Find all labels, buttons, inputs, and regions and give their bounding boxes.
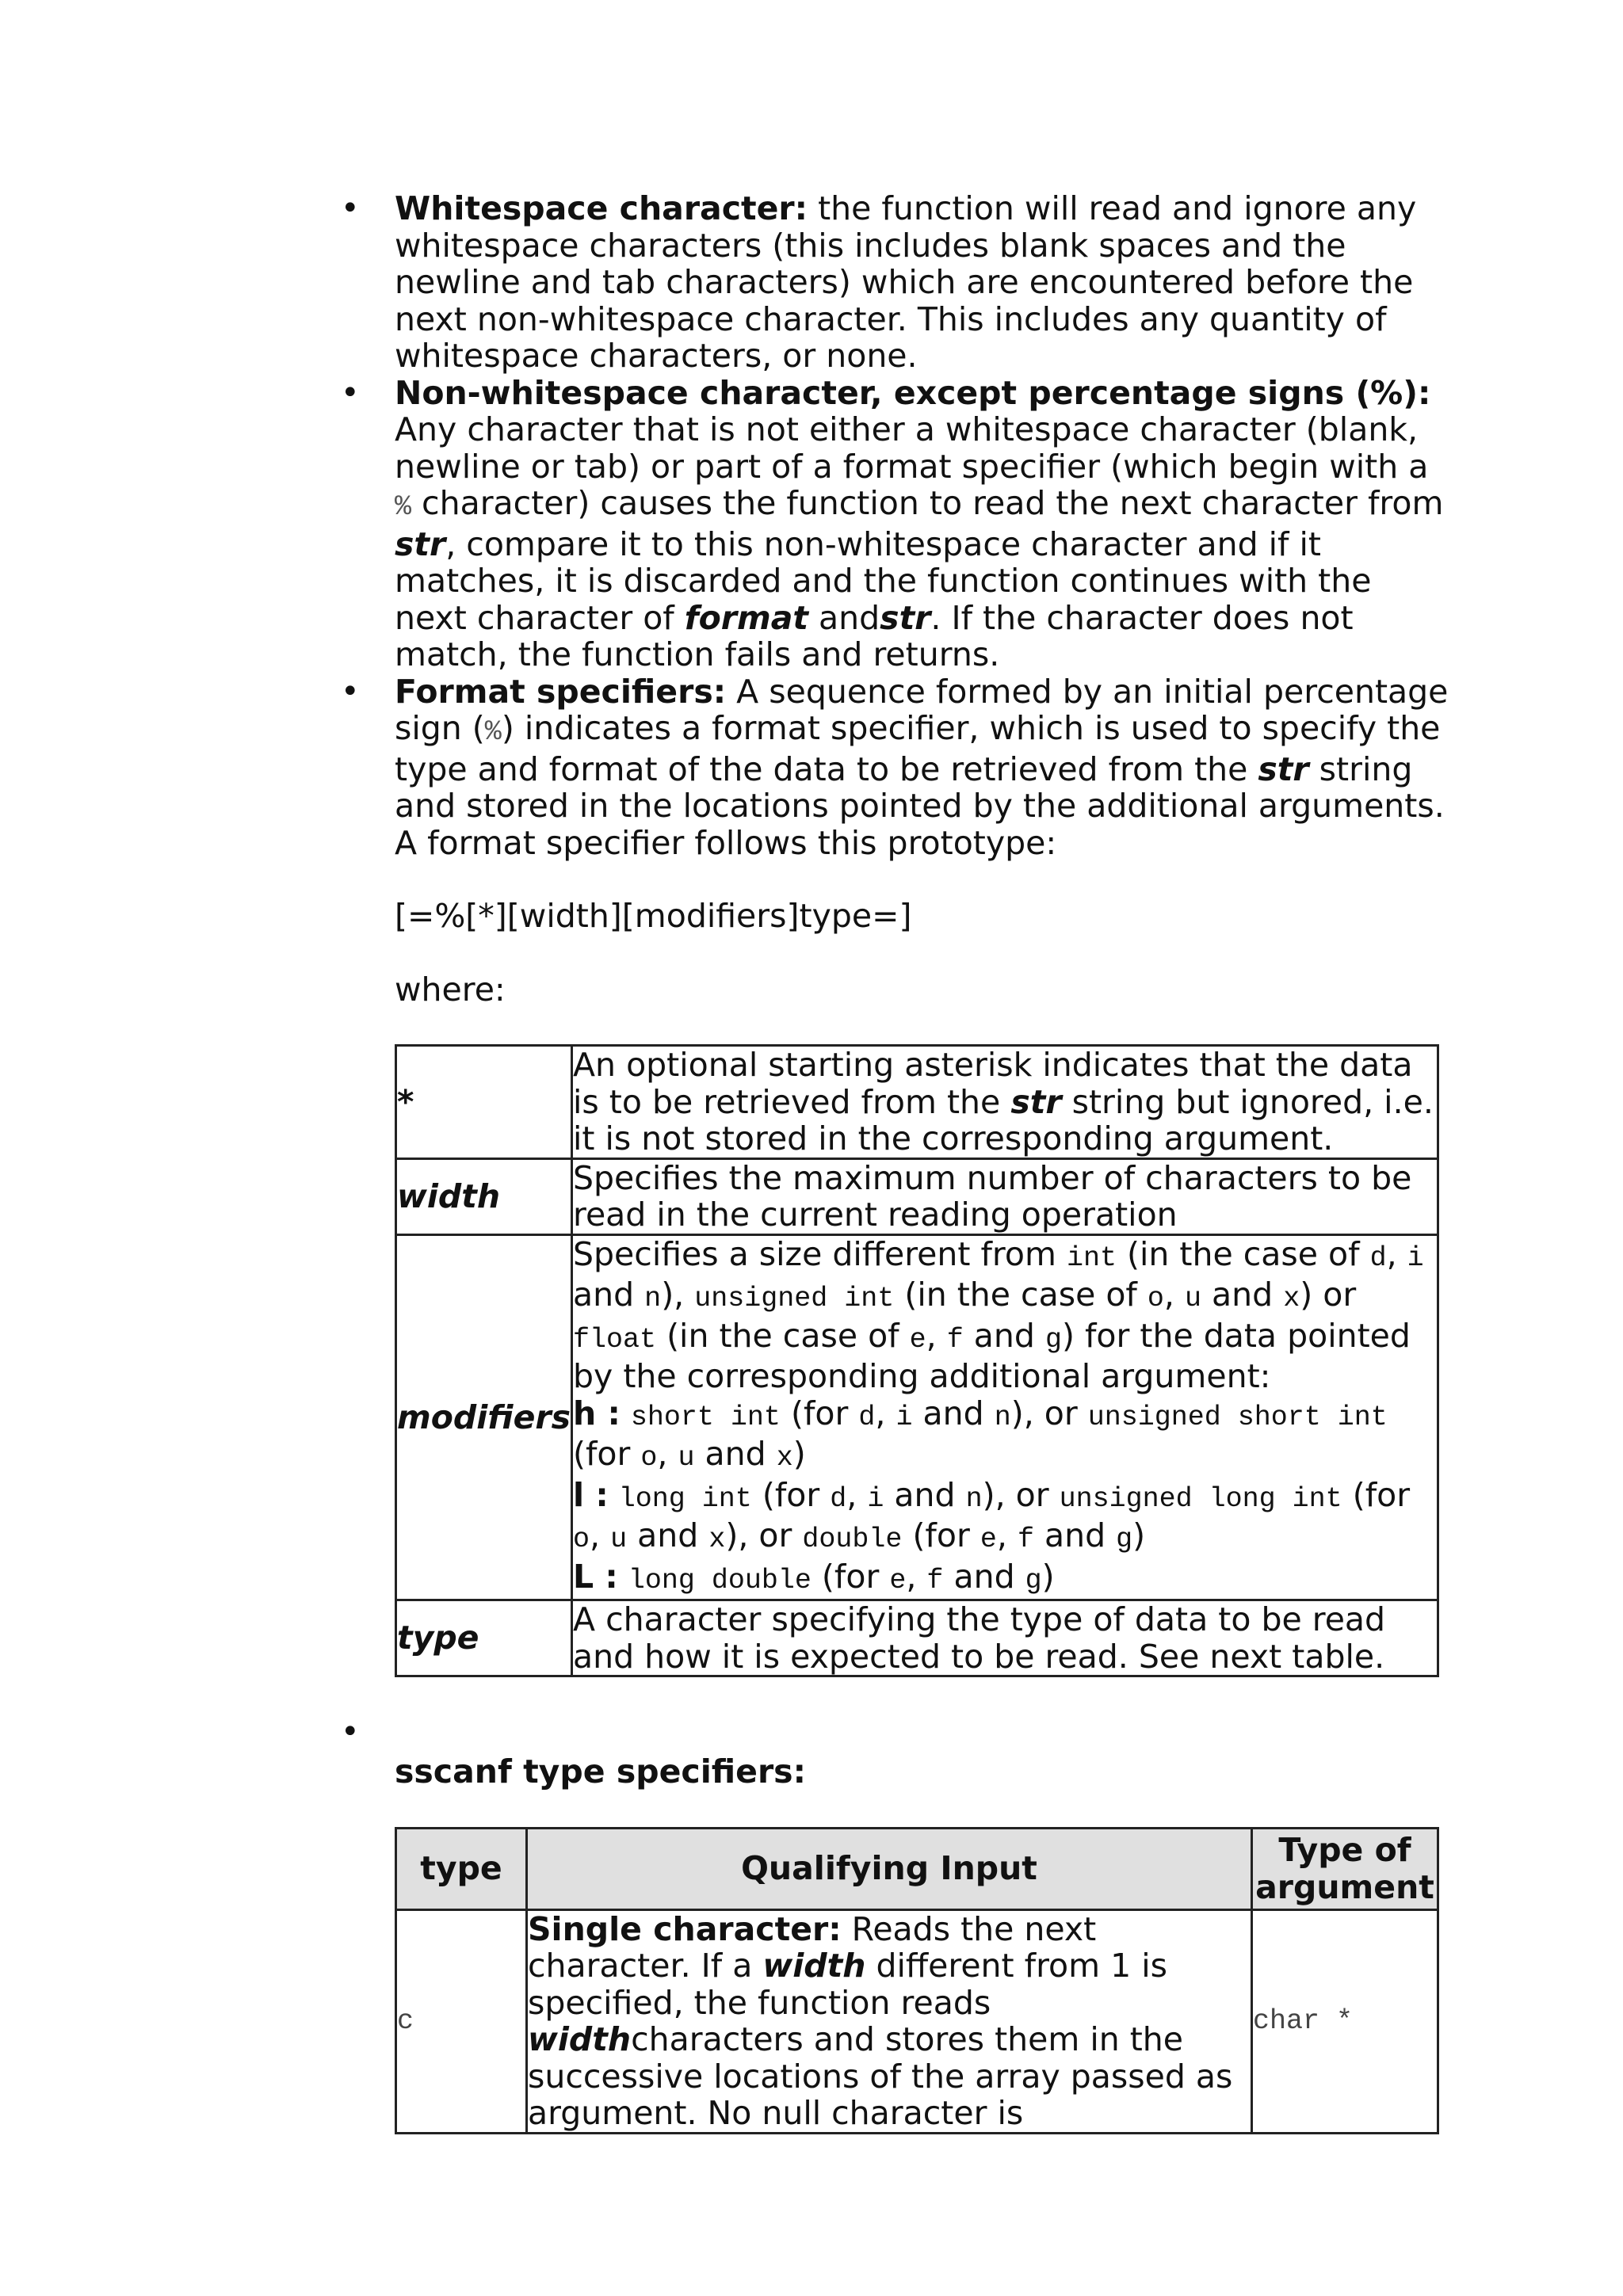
code-x: x <box>1283 1283 1300 1314</box>
code-long-double: long double <box>628 1564 812 1596</box>
mod-text: (for <box>811 1557 890 1596</box>
option-desc-text: An optional starting asterisk indicates that the data is to be retrieved from the <box>573 1046 1413 1121</box>
mod-text: (in the case of <box>1116 1234 1370 1273</box>
mod-text: and <box>573 1276 645 1314</box>
mod-text: ), <box>661 1276 695 1314</box>
code-unsigned-int: unsigned int <box>694 1283 895 1314</box>
format-options-table <box>395 1044 1439 1677</box>
table-row <box>396 1046 1438 1159</box>
str-term: str <box>880 598 931 637</box>
list-item-whitespace <box>341 190 1450 375</box>
mod-text: , <box>657 1435 678 1473</box>
code-i: i <box>896 1401 913 1433</box>
option-key-width: width <box>396 1158 572 1234</box>
mod-text: ) <box>1041 1557 1055 1596</box>
code-percent: % <box>395 491 412 523</box>
mod-text: ), or <box>725 1516 803 1554</box>
column-header-type: type <box>396 1828 527 1909</box>
str-term: str <box>1258 749 1309 788</box>
code-f: f <box>926 1564 944 1596</box>
non-whitespace-label: Non-whitespace character, except percentage signs (%): <box>395 373 1431 412</box>
qualifying-input-c <box>527 1909 1252 2133</box>
code-short-int: short int <box>630 1401 781 1433</box>
mod-text: , <box>1386 1234 1407 1273</box>
code-u: u <box>610 1524 628 1555</box>
code-i: i <box>867 1482 884 1515</box>
modifier-h-label: h : <box>573 1394 621 1432</box>
code-unsigned-long-int: unsigned long int <box>1059 1482 1342 1515</box>
mod-text: , <box>906 1557 927 1596</box>
mod-text: and <box>963 1316 1045 1355</box>
code-d: d <box>830 1482 847 1515</box>
whitespace-text: the function will read and ignore any whitespace characters (this includes blank spaces and the newline and tab characters) which are encountered before the next non-whitespace character. This includes any quantity of whitespace characters, or none. <box>395 189 1417 375</box>
code-percent: % <box>484 716 502 748</box>
code-o: o <box>573 1524 590 1555</box>
code-n: n <box>644 1283 662 1314</box>
qualifying-text: different from 1 is specified, the function reads <box>528 1947 1167 2022</box>
list-item-type-specifiers <box>341 1714 1450 2134</box>
mod-text: Specifies a size different from <box>573 1234 1067 1273</box>
format-text: ) indicates a format specifier, which is used to specify the type and format of the data to be retrieved from the <box>395 709 1441 788</box>
code-x: x <box>708 1524 726 1555</box>
code-e: e <box>909 1323 926 1356</box>
mod-text: , <box>590 1516 611 1554</box>
code-n: n <box>965 1482 983 1515</box>
column-header-qualifying-input: Qualifying Input <box>527 1828 1252 1909</box>
argument-type-c: char * <box>1252 1909 1438 2133</box>
code-o: o <box>640 1442 658 1474</box>
single-character-label: Single character: <box>528 1909 842 1948</box>
table-row <box>396 1158 1438 1234</box>
non-whitespace-text: . If the character does not match, the function fails and returns. <box>395 598 1354 673</box>
code-o: o <box>1147 1283 1164 1314</box>
mod-text: ) for the data pointed by the corresponding additional argument: <box>573 1316 1411 1395</box>
modifier-L-label: L : <box>573 1557 618 1596</box>
mod-text: , <box>996 1516 1018 1554</box>
mod-text: and <box>694 1435 777 1473</box>
width-term: width <box>762 1947 866 1985</box>
format-text: string and stored in the locations pointed by the additional arguments. A format specifier follows this prototype: <box>395 749 1445 862</box>
code-g: g <box>1116 1524 1133 1555</box>
width-term: width <box>528 2020 632 2058</box>
mod-text: , <box>846 1475 868 1514</box>
qualifying-text: characters and stores them in the successive locations of the array passed as argument. No null character is <box>528 2020 1233 2132</box>
mod-text: ), or <box>1010 1394 1088 1432</box>
type-specifiers-heading: • sscanf type specifiers: <box>395 1753 806 1791</box>
code-int: int <box>1066 1241 1117 1274</box>
list-item-format-specifiers <box>341 673 1450 1714</box>
mod-text: and <box>943 1557 1025 1596</box>
mod-text: (in the case of <box>656 1316 910 1355</box>
table-row <box>396 1234 1438 1600</box>
option-key-type: type <box>396 1600 572 1676</box>
code-n: n <box>994 1401 1011 1433</box>
modifier-l-label: l : <box>573 1475 609 1514</box>
mod-text: ) <box>792 1435 806 1473</box>
mod-text: ), or <box>982 1475 1060 1514</box>
str-term: str <box>1010 1082 1062 1121</box>
qualifying-text: Reads the next character. If a <box>528 1909 1097 1985</box>
mod-text: (for <box>902 1516 980 1554</box>
option-desc-text: string but ignored, i.e. it is not stored in the corresponding argument. <box>573 1082 1434 1158</box>
mod-text: ) <box>1132 1516 1146 1554</box>
table-row <box>396 1909 1438 2133</box>
table-row <box>396 1600 1438 1676</box>
option-desc-modifiers <box>572 1234 1438 1600</box>
mod-text: and <box>627 1516 709 1554</box>
code-e: e <box>889 1564 907 1596</box>
str-term: str <box>395 524 446 563</box>
mod-text: , <box>926 1316 947 1355</box>
format-term: format <box>684 598 808 637</box>
format-rules-list <box>341 190 1450 2134</box>
non-whitespace-text: and <box>808 598 880 637</box>
mod-text: (for <box>573 1435 641 1473</box>
code-g: g <box>1025 1564 1042 1596</box>
non-whitespace-text: , compare it to this non-whitespace character and if it matches, it is discarded and the function continues with the next character of <box>395 524 1372 637</box>
option-desc-asterisk <box>572 1046 1438 1159</box>
mod-text: and <box>884 1475 966 1514</box>
mod-text: (in the case of <box>894 1276 1148 1314</box>
option-desc-type: A character specifying the type of data to be read and how it is expected to be read. See next table. <box>572 1600 1438 1676</box>
type-cell-c: c <box>396 1909 527 2133</box>
format-specifiers-label: Format specifiers: <box>395 672 727 711</box>
type-specifiers-table <box>395 1827 1439 2134</box>
code-i: i <box>1407 1241 1424 1274</box>
option-key-asterisk: * <box>396 1046 572 1159</box>
code-double: double <box>802 1524 903 1555</box>
code-f: f <box>946 1323 964 1356</box>
mod-text: (for <box>780 1394 859 1432</box>
mod-text: (for <box>1342 1475 1411 1514</box>
mod-text: , <box>875 1394 896 1432</box>
mod-text: , <box>1163 1276 1185 1314</box>
code-e: e <box>980 1524 997 1555</box>
code-d: d <box>1369 1241 1387 1274</box>
code-d: d <box>858 1401 876 1433</box>
list-item-non-whitespace <box>341 375 1450 673</box>
where-label: where: <box>395 970 506 1009</box>
code-g: g <box>1044 1323 1062 1356</box>
mod-text: and <box>1033 1516 1117 1554</box>
option-key-modifiers: modifiers <box>396 1234 572 1600</box>
code-x: x <box>776 1442 793 1474</box>
code-u: u <box>678 1442 695 1474</box>
mod-text: and <box>912 1394 995 1432</box>
non-whitespace-text: Any character that is not either a whitespace character (blank, newline or tab) or part of a format specifier (which begin with a <box>395 410 1429 486</box>
column-header-argument-type: Type of argument <box>1252 1828 1438 1909</box>
format-text: A sequence formed by an initial percentage sign ( <box>395 672 1449 747</box>
code-unsigned-short-int: unsigned short int <box>1087 1401 1388 1433</box>
code-float: float <box>573 1323 657 1356</box>
mod-text: (for <box>751 1475 831 1514</box>
code-f: f <box>1017 1524 1034 1555</box>
option-desc-width: Specifies the maximum number of characters to be read in the current reading operation <box>572 1158 1438 1234</box>
whitespace-label: Whitespace character: <box>395 189 808 227</box>
table-header-row <box>396 1828 1438 1909</box>
non-whitespace-text: character) causes the function to read the next character from <box>411 484 1444 522</box>
mod-text: and <box>1201 1276 1284 1314</box>
format-prototype: [=%[*][width][modifiers]type=] <box>395 897 912 935</box>
mod-text: ) or <box>1300 1276 1357 1314</box>
code-long-int: long int <box>618 1482 752 1515</box>
code-u: u <box>1184 1283 1201 1314</box>
